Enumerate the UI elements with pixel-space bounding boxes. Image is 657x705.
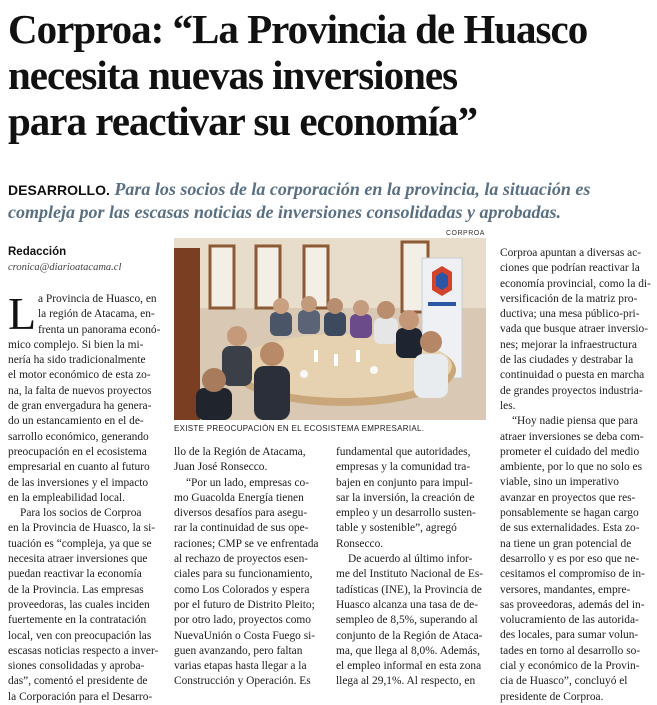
text-line: Huasco alcanza una tasa de de- (336, 598, 478, 611)
text-line: por el futuro de Distrito Pleito; (174, 598, 315, 611)
text-line: desarrollo y es por eso que ne- (500, 552, 640, 565)
headline (8, 6, 653, 144)
text-line: la región de Atacama, en- (38, 308, 155, 321)
text-line: llega al 29,1%. Al respecto, en (336, 675, 476, 688)
text-line: volucramiento de las autorida- (500, 614, 639, 627)
text-line: varias etapas hasta llegar a la (174, 660, 307, 673)
photo-credit: CORPROA (446, 230, 485, 237)
text-line: fundamental que autoridades, (336, 446, 471, 458)
text-line: versificación de la matriz pro- (500, 292, 638, 305)
text-line: por otro lado, proyectos como (174, 614, 311, 627)
text-line: en la empleabilidad local. (8, 491, 126, 504)
text-line: cesitamos el compromiso de in- (500, 568, 645, 581)
text-line: economía provincial, como la di- (500, 277, 651, 290)
text-line: presidente de Corproa. (500, 690, 604, 703)
text-line: me del Instituto Nacional de Es- (336, 568, 484, 581)
text-line: mo Guacolda Energía tienen (174, 491, 304, 504)
column-2 (174, 445, 322, 690)
text-line: des locales, para sumar volun- (500, 629, 639, 642)
text-line: de las inversiones y el impacto (8, 476, 149, 489)
text-line: sas proveedoras, además del in- (500, 598, 645, 611)
text-line: necesita atraer inversiones que (8, 553, 148, 566)
text-line: avanzar en proyectos que res- (500, 491, 636, 504)
text-line: local, ven con preocupación las (8, 629, 152, 642)
text-line: de grandes proyectos industria- (500, 384, 643, 397)
deck (8, 178, 653, 223)
text-line: la Corporación para el Desarro- (8, 690, 153, 703)
text-line: preocupación en el ecosistema (8, 445, 147, 458)
text-line: sarrollo económico, generando (8, 430, 149, 443)
photo-caption: EXISTE PREOCUPACIÓN EN EL ECOSISTEMA EMPRESARIAL. (174, 424, 425, 433)
text-line: Para los socios de Corproa (20, 507, 142, 520)
text-line: en la Provincia de Huasco, la si- (8, 522, 156, 535)
text-line: empresas y la comunidad tra- (336, 461, 471, 474)
column-1 (8, 288, 162, 705)
headline-line-2: necesita nuevas inversiones (8, 52, 458, 98)
text-line: el empleo informal en esta zona (336, 660, 482, 673)
text-line: guen avanzando, pero faltan (174, 644, 303, 657)
text-line: na tiene un gran potencial de (500, 537, 632, 550)
text-line: Construcción y Operación. Es (174, 675, 311, 688)
text-line: al rechazo de proyectos esen- (174, 553, 309, 566)
meeting-photo-illustration (174, 238, 486, 420)
text-line: “Hoy nadie piensa que para (512, 415, 638, 428)
text-line: de gran envergadura ha genera- (8, 400, 152, 413)
text-line: NuevaUnión o Costa Fuego si- (174, 629, 316, 642)
drop-cap: L (8, 288, 37, 339)
text-line: do un estancamiento en el de- (8, 415, 144, 428)
column-4 (500, 246, 652, 705)
text-line: tadísticas (INE), la Provincia de (336, 583, 482, 596)
text-line: Juan José Ronsecco. (174, 461, 268, 474)
text-line: bajen en conjunto para impul- (336, 476, 473, 489)
text-line: diversos desafíos para asegu- (174, 507, 308, 520)
text-line: tuación es “compleja, ya que se (8, 537, 152, 550)
text-line: Ronsecco. (336, 537, 384, 550)
text-line: viable, sino un imperativo (500, 476, 619, 489)
text-line: ciales para su funcionamiento, (174, 568, 313, 581)
text-line: frenta un panorama econó- (38, 323, 161, 336)
byline: Redacción (8, 246, 67, 258)
text-line: como Los Colorados y espera (174, 583, 310, 596)
text-line: empresarial en cuanto al futuro (8, 461, 150, 474)
text-line: sar la inversión, la creación de (336, 491, 475, 504)
text-line: a Provincia de Huasco, en (38, 293, 157, 305)
text-line: de la Provincia. Las empresas (8, 583, 144, 596)
text-line: cial y económico de la Provin- (500, 660, 640, 673)
text-line: ambiente, por lo que no solo es (500, 461, 643, 474)
text-line: proveedoras, las cuales inciden (8, 598, 150, 611)
text-line: conjunto de la Región de Ataca- (336, 629, 483, 642)
text-line: de las ciudades y destrabar la (500, 354, 634, 367)
text-line: siones consolidadas y aproba- (8, 660, 145, 673)
text-line: das”, comentó el presidente de (8, 675, 148, 688)
text-line: el motor económico de esta zo- (8, 369, 151, 382)
text-line: raciones; CMP se ve enfrentada (174, 537, 319, 550)
text-line: de sus externalidades. Esta zo- (500, 522, 640, 535)
text-line: atraer inversiones se deba com- (500, 430, 644, 443)
text-line: les. (500, 399, 516, 412)
text-line: llo de la Región de Atacama, (174, 446, 306, 458)
text-line: ciones que podrían reactivar la (500, 262, 640, 275)
text-line: escasas noticias respecto a inver- (8, 644, 159, 657)
section-label: DESARROLLO. (8, 182, 110, 198)
meeting-photo (174, 238, 486, 420)
author-email: cronica@diarioatacama.cl (8, 262, 122, 273)
deck-text: Para los socios de la corporación en la provincia, la situación es compleja por las escasas noticias de inversiones consolidadas y aprobadas. (8, 179, 591, 222)
headline-line-1: Corproa: “La Provincia de Huasco (8, 6, 588, 52)
text-line: nes; mejorar la infraestructura (500, 338, 637, 351)
text-line: versores, mandantes, empre- (500, 583, 631, 596)
column-3 (336, 445, 486, 690)
text-line: continuidad o puesta en marcha (500, 369, 645, 382)
text-line: De acuerdo al último infor- (348, 553, 473, 566)
text-line: ma, que llega al 8,0%. Además, (336, 644, 480, 657)
headline-line-3: para reactivar su economía” (8, 98, 478, 144)
text-line: vada que busque atraer inversio- (500, 323, 649, 336)
text-line: na, la falta de nuevos proyectos (8, 384, 152, 397)
text-line: fuertemente en la contratación (8, 614, 147, 627)
text-line: puedan reactivar la economía (8, 568, 142, 581)
text-line: nería ha sido tradicionalmente (8, 354, 146, 367)
text-line: cia de Huasco”, concluyó el (500, 675, 628, 688)
text-line: “Por un lado, empresas co- (186, 476, 310, 489)
text-line: tades en torno al desarrollo so- (500, 644, 641, 657)
text-line: empleo y un desarrollo susten- (336, 507, 476, 520)
text-line: ductiva; una mesa público-pri- (500, 308, 640, 321)
text-line: rar la continuidad de sus ope- (174, 522, 309, 535)
text-line: ponsablemente se hagan cargo (500, 507, 639, 520)
text-line: mico complejo. Si bien la mi- (8, 338, 144, 351)
text-line: prometer el cuidado del medio (500, 445, 640, 458)
text-line: table y sostenible”, agregó (336, 522, 457, 535)
text-line: sempleo de 8,5%, superando al (336, 614, 478, 627)
text-line: Corproa apuntan a diversas ac- (500, 247, 642, 259)
